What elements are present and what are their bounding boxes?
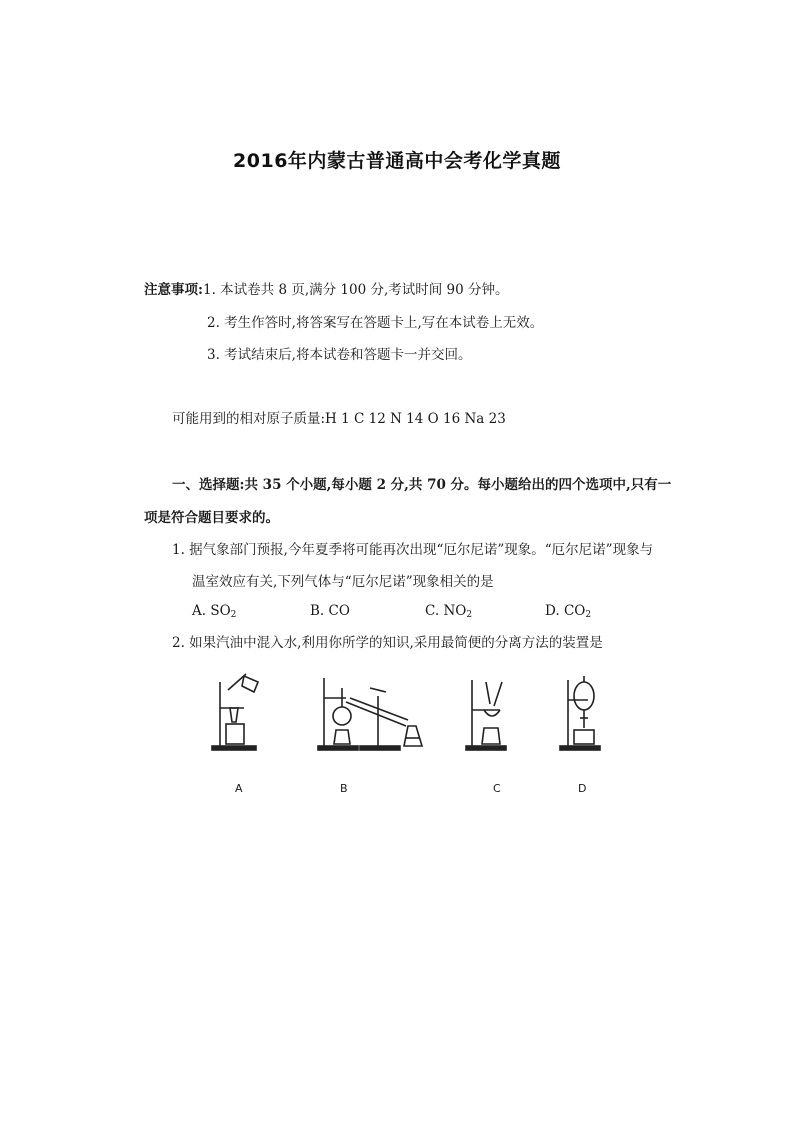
notice-item-2: 2. 考生作答时,将答案写在答题卡上,写在本试卷上无效。	[207, 315, 544, 331]
apparatus-label-d: D	[578, 782, 587, 795]
section1-line-2: 项是符合题目要求的。	[144, 510, 279, 526]
apparatus-label-a: A	[235, 782, 243, 795]
q1-option-a: A. $SO_2$	[192, 603, 237, 620]
apparatus-b-drawing	[318, 678, 422, 750]
q1-option-c: C. $NO_2$	[425, 603, 473, 620]
atomic-mass-line: 可能用到的相对原子质量:H 1 C 12 N 14 O 16 Na 23	[172, 411, 506, 427]
apparatus-d-drawing	[560, 676, 600, 750]
apparatus-label-c: C	[493, 782, 501, 795]
section1-line-1: 一、选择题:共 35 个小题,每小题 2 分,共 70 分。每小题给出的四个选项中,只有一	[172, 477, 672, 493]
q2-line-1: 2. 如果汽油中混入水,利用你所学的知识,采用最简便的分离方法的装置是	[172, 635, 603, 651]
apparatus-c-drawing	[466, 680, 506, 750]
notice-item-3: 3. 考试结束后,将本试卷和答题卡一并交回。	[207, 347, 472, 363]
notice-line-1	[144, 281, 509, 299]
apparatus-label-b: B	[340, 782, 348, 795]
apparatus-figure	[200, 668, 620, 778]
apparatus-a-drawing	[212, 674, 258, 750]
q1-option-d: D. $CO_2$	[545, 603, 592, 620]
q1-line-1: 1. 据气象部门预报,今年夏季将可能再次出现“厄尔尼诺”现象。“厄尔尼诺”现象与	[172, 542, 654, 558]
notice-item-1: 1. 本试卷共 8 页,满分 100 分,考试时间 90 分钟。	[202, 282, 509, 298]
q1-line-2: 温室效应有关,下列气体与“厄尔尼诺”现象相关的是	[192, 574, 494, 590]
notice-label: 注意事项:	[144, 282, 203, 298]
page-title: 2016年内蒙古普通高中会考化学真题	[233, 150, 561, 172]
q1-option-b: B. CO	[310, 603, 350, 619]
